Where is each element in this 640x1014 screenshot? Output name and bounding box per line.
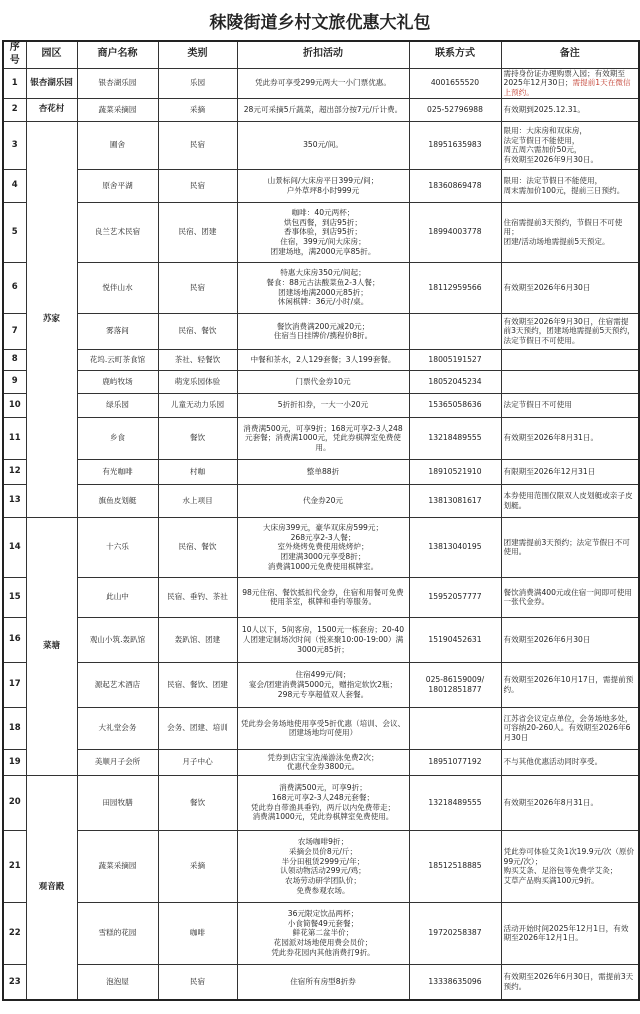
offer: 5折折扣券，一大一小20元	[237, 393, 409, 417]
merchant-name: 乡食	[77, 417, 158, 459]
row-number: 20	[3, 775, 26, 830]
table-row	[3, 202, 639, 262]
table-row	[3, 121, 639, 169]
merchant-name: 绿乐园	[77, 393, 158, 417]
contact-phone: 025-86159009/ 18012851877	[409, 662, 501, 707]
merchant-name: 田园牧膳	[77, 775, 158, 830]
note	[501, 417, 639, 459]
contact-phone: 18951635983	[409, 121, 501, 169]
note-text: 法定节假日不可使用	[503, 400, 572, 410]
note	[501, 370, 639, 393]
contact-phone: 15190452631	[409, 617, 501, 662]
row-number: 4	[3, 169, 26, 202]
contact-phone: 18112959566	[409, 262, 501, 313]
category: 水上项目	[158, 484, 237, 517]
note-text: 有效期到2025.12.31。	[503, 104, 585, 114]
row-number: 9	[3, 370, 26, 393]
note-text: 有效期至2026年6月30日	[503, 282, 591, 292]
row-number: 22	[3, 902, 26, 964]
page-title: 秣陵街道乡村文旅优惠大礼包	[209, 13, 431, 33]
row-number: 11	[3, 417, 26, 459]
merchant-name: 悦伴山水	[77, 262, 158, 313]
offer: 大床房399元，豪华双床房599元； 268元享2-3人餐； 室外烧烤免费使用烧烤炉； 团建满3000元享受8折； 消费满1000元免费使用棋牌室。	[237, 517, 409, 577]
offer: 28元可采摘5斤蔬菜，超出部分按7元/斤计费。	[237, 98, 409, 121]
merchant-name: 观山小筑.轰趴馆	[77, 617, 158, 662]
header-area: 园区	[26, 41, 77, 68]
contact-phone: 18052045234	[409, 370, 501, 393]
offer: 消费满500元，可享9折；168元可享2-3人248元套餐；消费满1000元，凭此券棋牌室免费使用。	[237, 417, 409, 459]
note-text: 有效期至2026年9月30日，住宿需提前3天预约，团建场地需提前5天预约，法定节假日不可使用。	[503, 316, 635, 346]
contact-phone	[409, 707, 501, 749]
note-text: 限用：大床房和双床房， 法定节假日不能使用， 周五周六需加价50元， 有效期至2026年9月30日。	[503, 125, 599, 164]
note	[501, 484, 639, 517]
area-name: 菜塘	[26, 517, 77, 775]
note	[501, 902, 639, 964]
note-text: 有效期至2026年6月30日	[503, 634, 591, 644]
table-row	[3, 902, 639, 964]
contact-phone: 025-52796988	[409, 98, 501, 121]
note-text: 住宿需提前3天预约，节假日不可使用； 团建/活动场地需提前5天预定。	[503, 217, 623, 247]
table-row	[3, 484, 639, 517]
note	[501, 169, 639, 202]
table-row	[3, 830, 639, 902]
area-name: 杏花村	[26, 98, 77, 121]
table-header-row	[3, 41, 639, 68]
merchant-name: 良兰艺术民宿	[77, 202, 158, 262]
category: 民宿	[158, 169, 237, 202]
table-row	[3, 964, 639, 1000]
category: 民宿	[158, 964, 237, 1000]
offer: 门票代金券10元	[237, 370, 409, 393]
offer: 中餐和茶水，2人129套餐；3人199套餐。	[237, 349, 409, 370]
merchant-name: 雾落间	[77, 313, 158, 349]
table-row	[3, 459, 639, 484]
contact-phone: 19720258387	[409, 902, 501, 964]
contact-phone	[409, 313, 501, 349]
category: 餐饮	[158, 417, 237, 459]
category: 民宿	[158, 262, 237, 313]
note	[501, 98, 639, 121]
row-number: 7	[3, 313, 26, 349]
table-row	[3, 417, 639, 459]
category: 会务、团建、培训	[158, 707, 237, 749]
note-text: 活动开始时间2025年12月1日，有效期至2026年12月1日。	[503, 923, 629, 943]
offer: 农场咖啡9折； 采摘会员价8元/斤； 半分田租赁2999元/年； 认领动物活动299元/鸡； 农场劳动研学团队价； 免费参观农场。	[237, 830, 409, 902]
note	[501, 662, 639, 707]
contact-phone: 4001655520	[409, 68, 501, 98]
contact-phone: 13813040195	[409, 517, 501, 577]
table-row	[3, 393, 639, 417]
note	[501, 313, 639, 349]
table-row	[3, 662, 639, 707]
note	[501, 964, 639, 1000]
row-number: 10	[3, 393, 26, 417]
note-text: 不与其他优惠活动同时享受。	[503, 757, 603, 767]
table-row	[3, 707, 639, 749]
row-number: 8	[3, 349, 26, 370]
note	[501, 262, 639, 313]
offer: 代金券20元	[237, 484, 409, 517]
offer: 消费满500元，可享9折； 168元可享2-3人248元套餐； 凭此券自带渔具垂钓，两斤以内免费带走； 消费满1000元，凭此券棋牌室免费使用。	[237, 775, 409, 830]
offer: 凭券到店宝宝洗澡游泳免费2次； 优惠代金券3800元。	[237, 749, 409, 775]
note	[501, 617, 639, 662]
row-number: 5	[3, 202, 26, 262]
category: 儿童无动力乐园	[158, 393, 237, 417]
note	[501, 459, 639, 484]
contact-phone: 15365058636	[409, 393, 501, 417]
merchant-name: 银杏湖乐园	[77, 68, 158, 98]
row-number: 15	[3, 577, 26, 617]
note-warning: 需提前1天在微信上预约。	[503, 78, 631, 98]
note	[501, 68, 639, 98]
offer: 山景标间/大床房平日399元/间； 户外草坪8小时999元	[237, 169, 409, 202]
note	[501, 707, 639, 749]
category: 民宿、餐饮	[158, 313, 237, 349]
offer: 凭此券可享受299元两大一小门票优惠。	[237, 68, 409, 98]
category: 民宿、垂钓、茶社	[158, 577, 237, 617]
area-name: 观音殿	[26, 775, 77, 1000]
merchant-name: 源起艺术酒店	[77, 662, 158, 707]
note-text: 团建需提前3天预约；法定节假日不可使用。	[503, 537, 630, 557]
offer: 10人以下，5间客房，1500元一栋套房；20-40人团建定制场次时间（悦来聚10:00-19:00）满3000元85折；	[237, 617, 409, 662]
note	[501, 775, 639, 830]
offer: 98元住宿、餐饮抵扣代金券，住宿和用餐可免费使用茶室，棋牌和垂钓等服务。	[237, 577, 409, 617]
note-text: 有效期至2026年6月30日，需提前3天预约。	[503, 972, 634, 991]
header-offer: 折扣活动	[237, 41, 409, 68]
merchant-name: 花坞.云町茶食馆	[77, 349, 158, 370]
area-name: 苏家	[26, 121, 77, 517]
table-row	[3, 313, 639, 349]
note	[501, 121, 639, 169]
row-number: 16	[3, 617, 26, 662]
note-text: 需持身份证办理购票入园；有效期至2025年12月30日；	[503, 68, 625, 88]
note-text: 有效期至2026年8月31日。	[503, 797, 599, 807]
contact-phone: 18951077192	[409, 749, 501, 775]
offer: 咖啡：40元两杯； 烘包西餐，到店95折； 香事体验，到店95折； 住宿，399元/间大床房； 团建场地，满2000元享85折。	[237, 202, 409, 262]
offer: 住宿499元/间； 宴会/团建消费满5000元，赠指定软饮2瓶； 298元专享超值双人套餐。	[237, 662, 409, 707]
note-text: 本券使用范围仅限双人皮划艇或亲子皮划艇。	[503, 491, 633, 510]
contact-phone: 15952057777	[409, 577, 501, 617]
note	[501, 349, 639, 370]
contact-phone: 13218489555	[409, 775, 501, 830]
offer: 36元限定饮品两杯； 小食简餐49元套餐； 鲜花第二盆半价； 花园派对场地使用费会员价； 凭此券花园内其他消费打9折。	[237, 902, 409, 964]
row-number: 17	[3, 662, 26, 707]
header-merchant: 商户名称	[77, 41, 158, 68]
merchant-name: 泡泡屋	[77, 964, 158, 1000]
category: 民宿、团建	[158, 202, 237, 262]
contact-phone: 13338635096	[409, 964, 501, 1000]
merchant-name: 此山中	[77, 577, 158, 617]
offer: 350元/间。	[237, 121, 409, 169]
row-number: 1	[3, 68, 26, 98]
merchant-name: 美顺月子会所	[77, 749, 158, 775]
note-text: 江苏省会议定点单位，会务场地多处，可容纳20-260人。有效期至2026年6月30日	[503, 713, 633, 743]
merchant-name: 旗鱼皮划艇	[77, 484, 158, 517]
row-number: 12	[3, 459, 26, 484]
header-category: 类别	[158, 41, 237, 68]
category: 采摘	[158, 98, 237, 121]
merchant-name: 大礼堂会务	[77, 707, 158, 749]
discount-table	[2, 40, 640, 1001]
contact-phone: 18360869478	[409, 169, 501, 202]
contact-phone: 13218489555	[409, 417, 501, 459]
table-row	[3, 617, 639, 662]
note	[501, 393, 639, 417]
category: 月子中心	[158, 749, 237, 775]
category: 乐园	[158, 68, 237, 98]
category: 采摘	[158, 830, 237, 902]
contact-phone: 18910521910	[409, 459, 501, 484]
category: 咖啡	[158, 902, 237, 964]
table-row	[3, 68, 639, 98]
table-row	[3, 749, 639, 775]
header-contact: 联系方式	[409, 41, 501, 68]
row-number: 21	[3, 830, 26, 902]
table-row	[3, 370, 639, 393]
note-text: 限用：法定节假日不能使用， 周末需加价100元，提前三日预约。	[503, 176, 625, 195]
offer: 特惠大床房350元/间起； 餐食：88元古法酸菜鱼2-3人餐； 团建场地满2000元85折； 休闲棋牌：36元/小时/桌。	[237, 262, 409, 313]
category: 餐饮	[158, 775, 237, 830]
table-row	[3, 98, 639, 121]
row-number: 14	[3, 517, 26, 577]
merchant-name: 圃舍	[77, 121, 158, 169]
merchant-name: 蔬菜采摘园	[77, 98, 158, 121]
header-no: 序号	[3, 41, 26, 68]
offer: 餐饮消费满200元减20元； 住宿当日挂牌价/携程价8折。	[237, 313, 409, 349]
header-note: 备注	[501, 41, 639, 68]
merchant-name: 蔬菜采摘园	[77, 830, 158, 902]
note	[501, 577, 639, 617]
row-number: 13	[3, 484, 26, 517]
contact-phone: 18512518885	[409, 830, 501, 902]
merchant-name: 十六乐	[77, 517, 158, 577]
category: 萌宠乐园体验	[158, 370, 237, 393]
table-row	[3, 775, 639, 830]
category: 民宿	[158, 121, 237, 169]
note-text: 有效期至2026年10月17日，需提前预约。	[503, 675, 634, 694]
category: 村咖	[158, 459, 237, 484]
table-row	[3, 517, 639, 577]
row-number: 18	[3, 707, 26, 749]
note-text: 餐饮消费满400元或住宿一间即可使用一张代金券。	[503, 587, 632, 607]
merchant-name: 有光咖啡	[77, 459, 158, 484]
offer: 住宿所有房型8折券	[237, 964, 409, 1000]
note	[501, 830, 639, 902]
offer: 凭此券会务场地使用享受5折优惠（培训、会议、团建场地均可使用）	[237, 707, 409, 749]
category: 民宿、餐饮	[158, 517, 237, 577]
row-number: 23	[3, 964, 26, 1000]
merchant-name: 原舍平湖	[77, 169, 158, 202]
category: 茶社、轻餐饮	[158, 349, 237, 370]
table-row	[3, 349, 639, 370]
category: 轰趴馆、团建	[158, 617, 237, 662]
row-number: 3	[3, 121, 26, 169]
note	[501, 202, 639, 262]
table-row	[3, 169, 639, 202]
note-text: 有限期至2026年12月31日	[503, 466, 596, 476]
note-text: 有效期至2026年8月31日。	[503, 433, 599, 443]
merchant-name: 雪糕的花园	[77, 902, 158, 964]
contact-phone: 13813081617	[409, 484, 501, 517]
row-number: 19	[3, 749, 26, 775]
row-number: 6	[3, 262, 26, 313]
note-text: 凭此券可体验艾灸1次19.9元/次（原价99元/次）； 购买艾条、足浴包等免费学艾灸； 艾草产品购买满100元9折。	[503, 846, 635, 885]
category: 民宿、餐饮、团建	[158, 662, 237, 707]
offer: 整单88折	[237, 459, 409, 484]
row-number: 2	[3, 98, 26, 121]
note	[501, 517, 639, 577]
contact-phone: 18005191527	[409, 349, 501, 370]
table-row	[3, 577, 639, 617]
contact-phone: 18994003778	[409, 202, 501, 262]
merchant-name: 鹿屿牧场	[77, 370, 158, 393]
area-name: 银杏湖乐园	[26, 68, 77, 98]
table-row	[3, 262, 639, 313]
note	[501, 749, 639, 775]
